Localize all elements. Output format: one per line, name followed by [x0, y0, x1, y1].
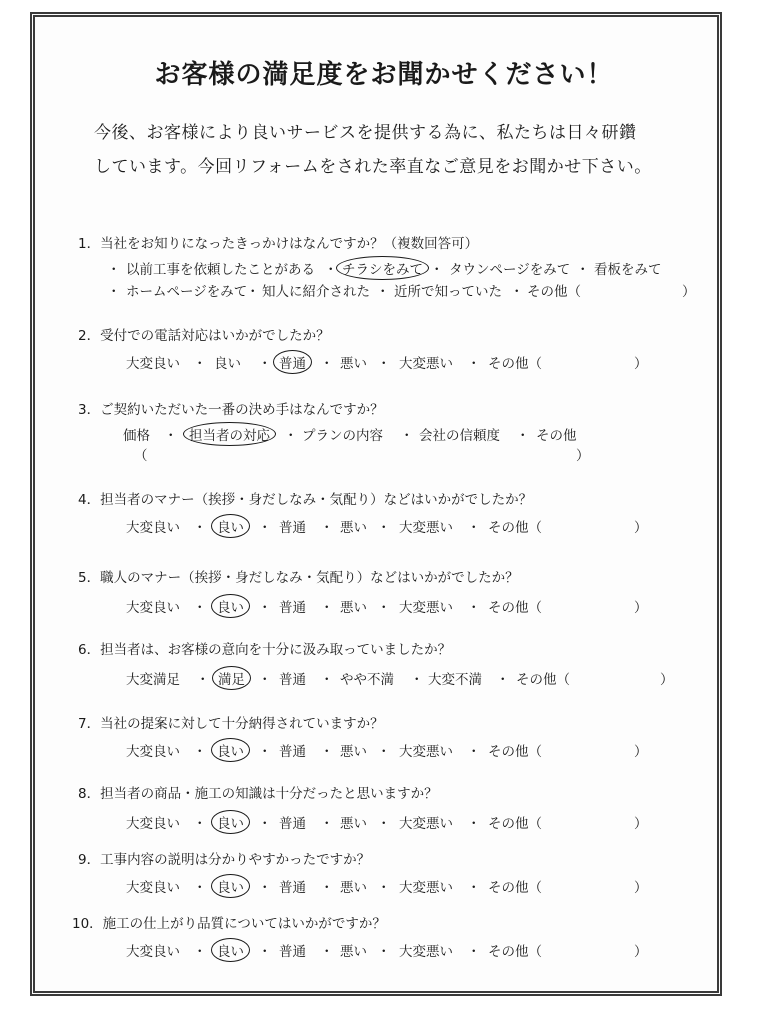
separator: ・ [377, 944, 391, 960]
separator: ・ [430, 262, 444, 278]
separator: ・ [258, 356, 272, 372]
separator: ・ [258, 520, 272, 536]
q1-option-homepage[interactable]: ホームページをみて [126, 284, 248, 300]
separator: ・ [258, 944, 272, 960]
q5-option-average[interactable]: 普通 [279, 600, 306, 616]
separator: ・ [320, 880, 334, 896]
separator: ・ [284, 428, 298, 444]
separator: ・ [107, 284, 121, 300]
q6-option-satisfied-selected[interactable]: 満足 [212, 666, 251, 690]
separator: ・ [377, 356, 391, 372]
separator: ・ [320, 744, 334, 760]
q7-option-average[interactable]: 普通 [279, 744, 306, 760]
separator: ・ [467, 744, 481, 760]
separator: ・ [467, 520, 481, 536]
q8-option-very-good[interactable]: 大変良い [126, 816, 180, 832]
separator: ・ [193, 944, 207, 960]
separator: ・ [467, 356, 481, 372]
q9-option-very-bad[interactable]: 大変悪い [399, 880, 453, 896]
question-8-text: 8．担当者の商品・施工の知識は十分だったと思いますか？ [78, 786, 438, 802]
q10-option-bad[interactable]: 悪い [340, 944, 367, 960]
intro-line-1: 今後、お客様により良いサービスを提供する為に、私たちは日々研鑽 [94, 123, 637, 143]
separator: ・ [400, 428, 414, 444]
question-9-text: 9．工事内容の説明は分かりやすかったですか？ [78, 852, 371, 868]
q1-option-previous-work[interactable]: 以前工事を依頼したことがある [126, 262, 315, 278]
q2-option-good[interactable]: 良い [214, 356, 241, 372]
q6-option-other[interactable]: その他（ [516, 672, 570, 688]
q6-option-very-satisfied[interactable]: 大変満足 [126, 672, 180, 688]
survey-title: お客様の満足度をお聞かせください！ [154, 60, 614, 90]
separator: ・ [196, 672, 210, 688]
separator: ・ [164, 428, 178, 444]
separator: ・ [496, 672, 510, 688]
q2-option-average-selected[interactable]: 普通 [273, 350, 312, 374]
separator: ・ [193, 600, 207, 616]
q3-option-staff-response-selected[interactable]: 担当者の対応 [183, 422, 276, 446]
q5-option-very-bad[interactable]: 大変悪い [399, 600, 453, 616]
question-4-text: 4．担当者のマナー（挨拶・身だしなみ・気配り）などはいかがでしたか？ [78, 492, 533, 508]
q8-option-very-bad[interactable]: 大変悪い [399, 816, 453, 832]
q6-option-very-dissatisfied[interactable]: 大変不満 [428, 672, 482, 688]
q4-option-very-bad[interactable]: 大変悪い [399, 520, 453, 536]
separator: ・ [320, 672, 334, 688]
separator: ・ [467, 816, 481, 832]
separator: ・ [576, 262, 590, 278]
q2-other-close-paren: ） [634, 356, 648, 372]
q10-other-close-paren: ） [634, 944, 648, 960]
question-6-text: 6．担当者は、お客様の意向を十分に汲み取っていましたか？ [78, 642, 452, 658]
q1-option-neighborhood[interactable]: 近所で知っていた [394, 284, 502, 300]
q5-option-good-selected[interactable]: 良い [211, 594, 250, 618]
q4-option-very-good[interactable]: 大変良い [126, 520, 180, 536]
q7-option-good-selected[interactable]: 良い [211, 738, 250, 762]
q6-option-slightly-dissatisfied[interactable]: やや不満 [340, 672, 394, 688]
question-10-text: 10．施工の仕上がり品質についてはいかがですか？ [72, 916, 386, 932]
q6-option-average[interactable]: 普通 [279, 672, 306, 688]
separator: ・ [377, 880, 391, 896]
q3-option-other[interactable]: その他 [536, 428, 577, 444]
q8-option-bad[interactable]: 悪い [340, 816, 367, 832]
q3-option-price[interactable]: 価格 [123, 428, 150, 444]
question-7-text: 7．当社の提案に対して十分納得されていますか？ [78, 716, 384, 732]
separator: ・ [193, 816, 207, 832]
q1-option-referral[interactable]: 知人に紹介された [262, 284, 370, 300]
q2-option-other[interactable]: その他（ [488, 356, 542, 372]
q1-option-signboard[interactable]: 看板をみて [594, 262, 662, 278]
q4-option-bad[interactable]: 悪い [340, 520, 367, 536]
q7-option-other[interactable]: その他（ [488, 744, 542, 760]
q5-other-close-paren: ） [634, 600, 648, 616]
q7-option-very-bad[interactable]: 大変悪い [399, 744, 453, 760]
q7-option-very-good[interactable]: 大変良い [126, 744, 180, 760]
q7-option-bad[interactable]: 悪い [340, 744, 367, 760]
q10-option-average[interactable]: 普通 [279, 944, 306, 960]
q5-option-very-good[interactable]: 大変良い [126, 600, 180, 616]
q9-option-other[interactable]: その他（ [488, 880, 542, 896]
separator: ・ [193, 520, 207, 536]
separator: ・ [324, 262, 338, 278]
intro-line-2: しています。今回リフォームをされた率直なご意見をお聞かせ下さい。 [94, 157, 652, 177]
q2-option-bad[interactable]: 悪い [340, 356, 367, 372]
question-1-text: 1．当社をお知りになったきっかけはなんですか？（複数回答可） [78, 236, 479, 252]
q10-option-other[interactable]: その他（ [488, 944, 542, 960]
separator: ・ [510, 284, 524, 300]
separator: ・ [107, 262, 121, 278]
q2-option-very-good[interactable]: 大変良い [126, 356, 180, 372]
question-5-text: 5．職人のマナー（挨拶・身だしなみ・気配り）などはいかがでしたか？ [78, 570, 519, 586]
separator: ・ [246, 284, 260, 300]
q9-option-very-good[interactable]: 大変良い [126, 880, 180, 896]
q3-option-company-trust[interactable]: 会社の信頼度 [419, 428, 500, 444]
separator: ・ [467, 600, 481, 616]
separator: ・ [377, 744, 391, 760]
q8-option-good-selected[interactable]: 良い [211, 810, 250, 834]
q1-option-flyer-selected[interactable]: チラシをみて [336, 256, 429, 280]
q5-option-other[interactable]: その他（ [488, 600, 542, 616]
q3-other-close-paren: ） [576, 448, 590, 464]
q8-option-other[interactable]: その他（ [488, 816, 542, 832]
q9-option-average[interactable]: 普通 [279, 880, 306, 896]
q1-option-other[interactable]: その他（ [527, 284, 581, 300]
separator: ・ [377, 816, 391, 832]
q2-option-very-bad[interactable]: 大変悪い [399, 356, 453, 372]
q5-option-bad[interactable]: 悪い [340, 600, 367, 616]
separator: ・ [320, 600, 334, 616]
question-2-text: 2．受付での電話対応はいかがでしたか？ [78, 328, 330, 344]
q9-option-good-selected[interactable]: 良い [211, 874, 250, 898]
q10-option-very-good[interactable]: 大変良い [126, 944, 180, 960]
q7-other-close-paren: ） [634, 744, 648, 760]
q4-option-average[interactable]: 普通 [279, 520, 306, 536]
q1-option-town-page[interactable]: タウンページをみて [449, 262, 571, 278]
separator: ・ [377, 520, 391, 536]
q9-other-close-paren: ） [634, 880, 648, 896]
separator: ・ [377, 600, 391, 616]
separator: ・ [258, 744, 272, 760]
separator: ・ [258, 672, 272, 688]
separator: ・ [193, 880, 207, 896]
question-3-text: 3．ご契約いただいた一番の決め手はなんですか？ [78, 402, 384, 418]
separator: ・ [258, 816, 272, 832]
separator: ・ [516, 428, 530, 444]
separator: ・ [376, 284, 390, 300]
q3-option-plan[interactable]: プランの内容 [302, 428, 383, 444]
separator: ・ [467, 880, 481, 896]
separator: ・ [258, 880, 272, 896]
q4-other-close-paren: ） [634, 520, 648, 536]
q8-option-average[interactable]: 普通 [279, 816, 306, 832]
separator: ・ [258, 600, 272, 616]
separator: ・ [320, 816, 334, 832]
separator: ・ [320, 944, 334, 960]
q1-other-close-paren: ） [682, 284, 696, 300]
q6-other-close-paren: ） [660, 672, 674, 688]
separator: ・ [320, 520, 334, 536]
q3-other-open-paren: （ [134, 448, 148, 464]
separator: ・ [193, 744, 207, 760]
separator: ・ [193, 356, 207, 372]
separator: ・ [320, 356, 334, 372]
q4-option-good-selected[interactable]: 良い [211, 514, 250, 538]
separator: ・ [410, 672, 424, 688]
q8-other-close-paren: ） [634, 816, 648, 832]
q4-option-other[interactable]: その他（ [488, 520, 542, 536]
q9-option-bad[interactable]: 悪い [340, 880, 367, 896]
q10-option-very-bad[interactable]: 大変悪い [399, 944, 453, 960]
q10-option-good-selected[interactable]: 良い [211, 938, 250, 962]
separator: ・ [467, 944, 481, 960]
